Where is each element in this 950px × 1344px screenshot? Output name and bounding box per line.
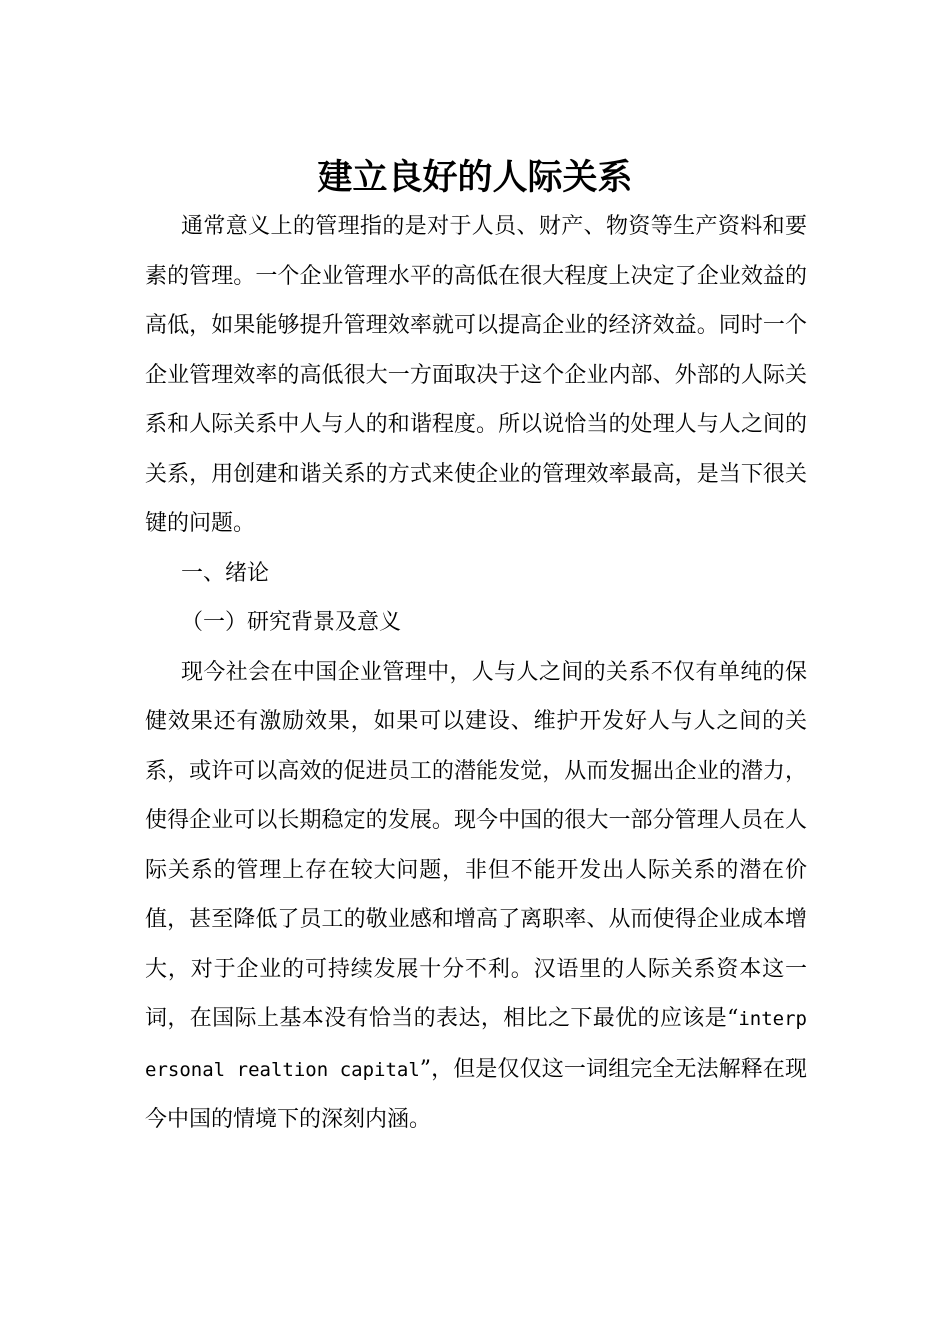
body-paragraph-text-part1: 现今社会在中国企业管理中，人与人之间的关系不仅有单纯的保健效果还有激励效果，如果可以建设、维护开发好人与人之间的关系，或许可以高效的促进员工的潜能发觉，从而发掘出企业的潜力，使得企业可以长期稳定的发展。现今中国的很大一部分管理人员在人际关系的管理上存在较大问题，非但不能开发出人际关系的潜在价值，甚至降低了员工的敬业感和增高了离职率、从而使得企业成本增大，对于企业的可持续发展十分不利。汉语里的人际关系资本这一词，在国际上基本没有恰当的表达，相比之下最优的应该是“ [145,659,807,1031]
document-title: 建立良好的人际关系 [317,157,633,198]
body-paragraph-text-part2: ”，但是仅仅这一词组完全无法解释在现今中国的情境下的深刻内涵。 [145,1056,808,1132]
intro-paragraph: 通常意义上的管理指的是对于人员、财产、物资等生产资料和要素的管理。一个企业管理水平的高低在很大程度上决定了企业效益的高低，如果能够提升管理效率就可以提高企业的经济效益。同时一个企业管理效率的高低很大一方面取决于这个企业内部、外部的人际关系和人际关系中人与人的和谐程度。所以说恰当的处理人与人之间的关系，用创建和谐关系的方式来使企业的管理效率最高，是当下很关键的问题。 [145,214,807,536]
english-term: interpersonal realtion capital [145,1008,807,1081]
section-heading: 一、绪论 [181,560,270,586]
body-paragraph [145,648,807,1145]
subsection-heading: （一）研究背景及意义 [181,610,402,635]
document-body [145,202,807,1145]
